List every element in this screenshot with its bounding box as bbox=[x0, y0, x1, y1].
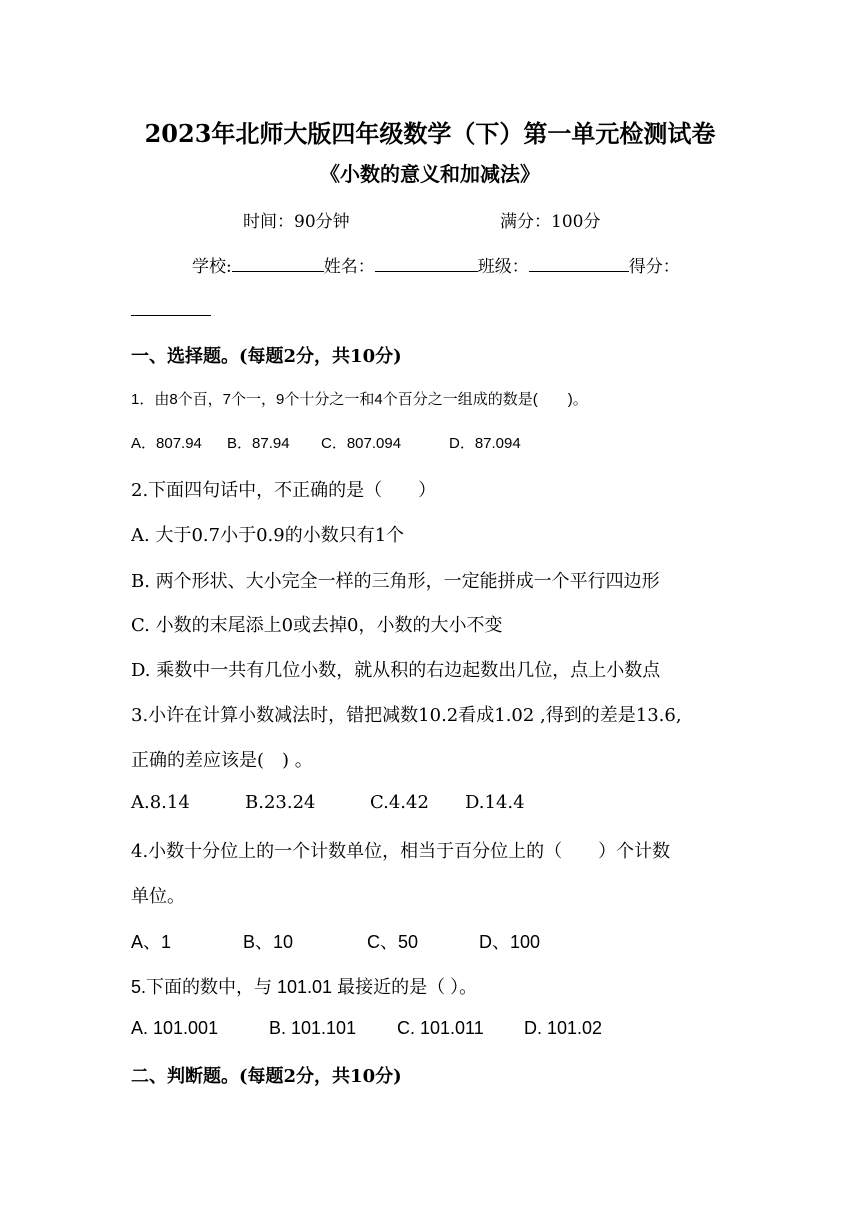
section-judgment-heading: 二、判断题。(每题2分，共10分) bbox=[131, 1066, 402, 1087]
question-3-line2: 正确的差应该是( ) 。 bbox=[131, 750, 313, 771]
question-1-options bbox=[131, 432, 521, 453]
student-info-row bbox=[192, 252, 680, 277]
q1-option-d: D．87.094 bbox=[449, 435, 521, 452]
q2-option-a: A. 大于0.7小于0.9的小数只有1个 bbox=[131, 525, 405, 546]
q2-option-d: D. 乘数中一共有几位小数，就从积的右边起数出几位，点上小数点 bbox=[131, 660, 661, 681]
question-3-options bbox=[131, 792, 525, 813]
q3-option-b: B.23.24 bbox=[245, 792, 316, 813]
q3-option-d: D.14.4 bbox=[465, 792, 525, 813]
q3-option-c: C.4.42 bbox=[370, 792, 429, 813]
school-blank[interactable] bbox=[232, 253, 324, 272]
name-blank[interactable] bbox=[375, 253, 478, 272]
question-4-line1: 4.小数十分位上的一个计数单位，相当于百分位上的（ ）个计数 bbox=[131, 841, 671, 862]
school-label: 学校: bbox=[192, 257, 232, 277]
class-label: 班级： bbox=[477, 257, 529, 277]
exam-title: 2023年北师大版四年级数学（下）第一单元检测试卷 bbox=[144, 119, 716, 148]
exam-subtitle: 《小数的意义和加减法》 bbox=[320, 162, 540, 186]
question-4-line2: 单位。 bbox=[131, 886, 185, 907]
question-5: 5.下面的数中，与 101.01 最接近的是（ ）。 bbox=[131, 977, 478, 997]
q1-option-c: C．807.094 bbox=[321, 435, 402, 452]
q5-option-a: A. 101.001 bbox=[131, 1018, 219, 1038]
q3-option-a: A.8.14 bbox=[131, 792, 190, 813]
grade-blank-row bbox=[131, 297, 211, 320]
question-3-line1: 3.小许在计算小数减法时，错把减数10.2看成1.02 ,得到的差是13.6, bbox=[131, 705, 682, 726]
question-4-options bbox=[131, 928, 540, 954]
question-5-options bbox=[131, 1018, 602, 1039]
q4-option-c: C、50 bbox=[367, 932, 419, 952]
q5-option-c: C. 101.011 bbox=[397, 1018, 484, 1038]
question-2: 2.下面四句话中，不正确的是（ ） bbox=[131, 480, 437, 501]
q5-option-b: B. 101.101 bbox=[269, 1018, 357, 1038]
q4-option-a: A、1 bbox=[131, 932, 172, 952]
score-info: 满分：100分 bbox=[500, 212, 601, 232]
class-blank[interactable] bbox=[529, 253, 629, 272]
grade-blank[interactable] bbox=[131, 297, 211, 316]
q5-option-d: D. 101.02 bbox=[524, 1018, 603, 1038]
question-1: 1．由8个百，7个一，9个十分之一和4个百分之一组成的数是( )。 bbox=[131, 391, 588, 408]
grade-label: 得分： bbox=[628, 257, 680, 277]
section-choice-heading: 一、选择题。(每题2分，共10分) bbox=[131, 346, 402, 367]
q4-option-d: D、100 bbox=[479, 932, 541, 952]
name-label: 姓名： bbox=[323, 257, 375, 277]
q2-option-c: C. 小数的末尾添上0或去掉0，小数的大小不变 bbox=[131, 615, 503, 636]
q1-option-a: A．807.94 bbox=[131, 435, 202, 452]
q1-option-b: B．87.94 bbox=[227, 435, 290, 452]
q4-option-b: B、10 bbox=[243, 932, 294, 952]
q2-option-b: B. 两个形状、大小完全一样的三角形，一定能拼成一个平行四边形 bbox=[131, 571, 660, 592]
time-info: 时间：90分钟 bbox=[243, 212, 350, 232]
